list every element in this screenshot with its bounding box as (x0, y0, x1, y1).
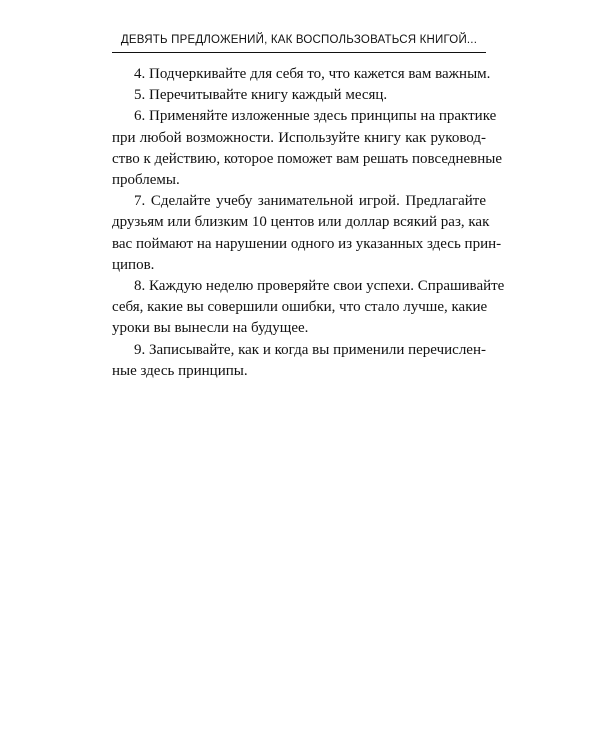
text-line: 4. Подчеркивайте для себя то, что кажется вам важным. (134, 66, 491, 82)
text-line: себя, какие вы совершили ошибки, что стало лучше, какие (112, 299, 488, 316)
paragraph-item-9 (112, 340, 486, 382)
running-header: ДЕВЯТЬ ПРЕДЛОЖЕНИЙ, КАК ВОСПОЛЬЗОВАТЬСЯ КНИГОЙ... (120, 34, 478, 46)
text-line: 7. Сделайте учебу занимательной игрой. Предлагайте (134, 193, 486, 210)
paragraph-item-5 (112, 85, 486, 106)
text-line: вас поймают на нарушении одного из указанных здесь прин- (112, 235, 502, 252)
text-line: 6. Применяйте изложенные здесь принципы на практике (134, 108, 497, 125)
paragraph-item-8 (112, 276, 505, 340)
body-text (112, 64, 505, 382)
header-rule (112, 52, 486, 53)
text-line: при любой возможности. Используйте книгу как руковод- (112, 129, 486, 146)
text-line: 9. Записывайте, как и когда вы применили перечислен- (134, 341, 486, 358)
text-line: уроки вы вынесли на будущее. (112, 320, 309, 337)
text-line: 5. Перечитывайте книгу каждый месяц. (134, 87, 388, 104)
text-line: 8. Каждую неделю проверяйте свои успехи. Спрашивайте (134, 278, 505, 295)
paragraph-item-7 (112, 191, 502, 276)
paragraph-item-4 (112, 64, 491, 85)
text-line: проблемы. (112, 172, 180, 189)
paragraph-item-6 (112, 106, 502, 191)
text-line: ципов. (112, 256, 155, 273)
text-line: ство к действию, которое поможет вам решать повседневные (112, 150, 502, 167)
text-line: друзьям или близким 10 центов или доллар всякий раз, как (112, 214, 490, 231)
text-line: ные здесь принципы. (112, 362, 248, 379)
